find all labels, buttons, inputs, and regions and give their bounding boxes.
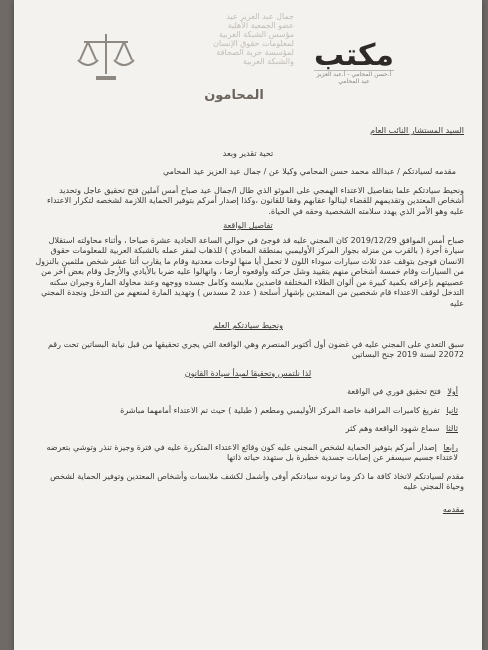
addressee: السيد المستشار النائب العام (370, 126, 464, 135)
details-heading: تفاصيل الواقعة (223, 221, 273, 230)
request-item: أولا فتح تحقيق فوري في الواقعة (347, 387, 458, 396)
scales-of-justice-icon (76, 30, 136, 86)
office-logo: مكتب أ.حسن المحامي - أ.عبد العزيز عيد المحامي (313, 38, 394, 85)
requests-heading: لذا نلتمس وتحقيقا لمبدأ سيادة القانون (184, 368, 312, 378)
details-paragraph: صباح أمس الموافق 2019/12/29 كان المجني عليه قد فوجئ في حوالي الساعة الحادية عشرة صباحا ، وأثناء محاولته استقلال سيارة أجرة ( بالقرب من منزله بجوار المركز الأوليمبي بمنطقة المعادي ) للذهاب لمقر عمله بالشبكة العربية للمعلومات حقوق الانسان فوجئ بتوقف عدد ثلاث سيارات سوداء اللون لا تحمل أيا منها لوحات معدنية وقام ما يقارب أثنا عشر شخص ملثمين بالنزول من السيارات وقام خمسة أشخاص منهم بتقييد وشل حركته وأوقعوه أرضا ، وانهالوا عليه ضربا بالأيادي والأرجل وقام بعض آخر من عصبيتهم بإعراقه بكمية كبيرة من ألوان الطلاء المختلفة قاصدين ملابسه وكامل جسده ووجهه وعند محاولة المارة وجيران سكنه التدخل لوقف الاعتداء قام شخصين من المعتدين بإشهار أسلحة ( عدد 2 مسدس ) وتهديد المارة لمنعهم من التدخل ونجدة المجني عليه (35, 235, 464, 308)
intro-paragraph: مقدمه لسيادتكم / عبدالله محمد حسن المحامي وكيلا عن / جمال عيد العزيز عيد المحامي (162, 167, 456, 176)
document-page (14, 0, 482, 650)
lawyers-label: المحامون (204, 88, 264, 103)
request-paragraph: ونحيط سيادتكم علما بتفاصيل الاعتداء الهمجي على الموثو الذي طال ا/جمال عيد صباح أمس آملين فتح تحقيق عاجل وتحديد أشخاص المعتدين وتقديمهم للقضاء لينالوا عقابهم وفقا للقانون ،وكذا إصدار أمركم بتوفير الحماية اللازمة لشخصه لتكرار الاعتداء عليه وهو الأمر الذي يهدد سلامته الشخصية وحقه في الحياة. (46, 185, 464, 216)
closing-paragraph: مقدم لسيادتكم لاتخاذ كافة ما ذكر وما ترونه سيادتكم أوفى وأشمل لكشف ملابسات وأشخاص المعتدين وتوفير الحماية لشخص وحياة المجني عليه (50, 471, 464, 491)
letter-body (32, 120, 464, 515)
greeting: تحية تقدير وبعد (222, 148, 274, 158)
request-item: ثالثا سماع شهود الواقعة وهم كثر (345, 424, 458, 433)
office-letterhead-text: جمال عبد العزيز عيد عضو الجمعية الأهلية مؤسس الشبكة العربية لمعلومات حقوق الإنسان لمؤسسة حرية الصحافة والشبكة العربية (213, 12, 294, 66)
note-heading: ونحيط سيادتكم العلم (213, 321, 283, 330)
request-item: ثانيا تفريغ كاميرات المراقبة خاصة المركز الأوليمبي ومطعم ( طبلية ) حيث تم الاعتداء أمامهما مباشرة (120, 405, 458, 415)
signature-label: مقدمه (442, 504, 464, 514)
note-paragraph: سبق التعدي على المجني عليه في غضون أول أكتوبر المنصرم وهي الواقعة التي يجري تحقيقها من قبل نيابة البساتين تحت رقم 22072 لسنة 2019 جنح البساتين (47, 339, 464, 359)
request-item: رابعا إصدار أمركم بتوفير الحماية لشخص المجني عليه كون وقائع الاعتداء المتكررة عليه في فترة وجيزة تنذر وتوشي بتعرضه لاعتداء جسيم سيسفر عن إصابات جسدية خطيرة بل ستهدد حياته ذاتها (46, 442, 458, 462)
